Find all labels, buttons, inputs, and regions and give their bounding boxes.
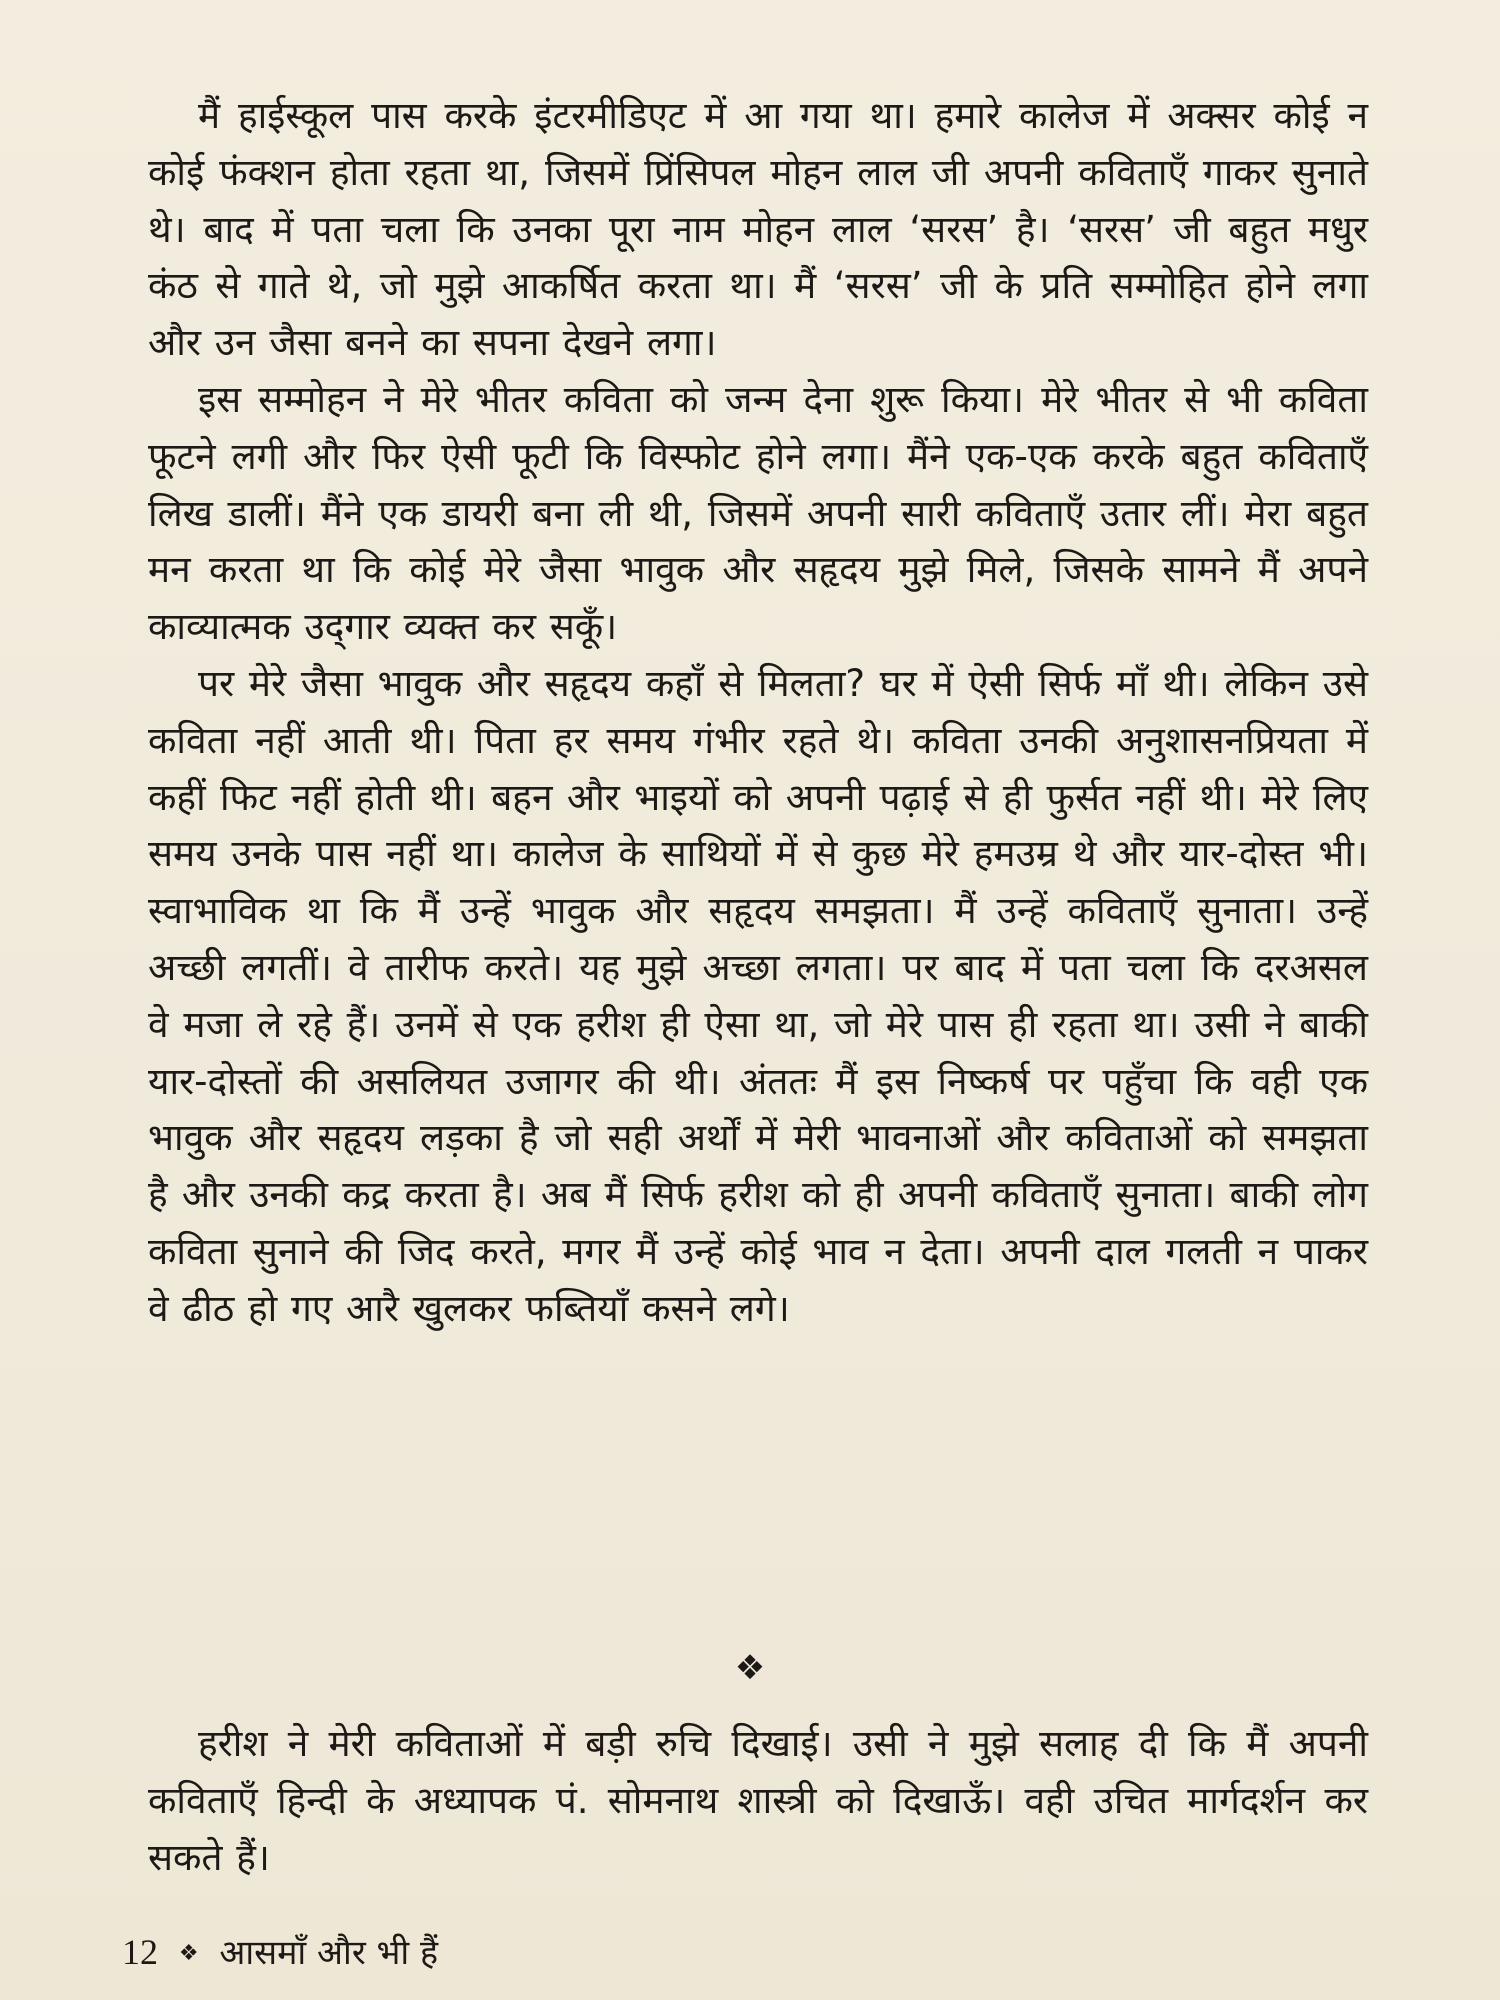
- section-divider-ornament: ❖: [734, 1648, 766, 1688]
- paragraph-3: पर मेरे जैसा भावुक और सहृदय कहाँ से मिलता? घर में ऐसी सिर्फ माँ थी। लेकिन उसे कविता नहीं आती थी। पिता हर समय गंभीर रहते थे। कविता उनकी अनुशासनप्रियता में कहीं फिट नहीं होती थी। बहन और भाइयों को अपनी पढ़ाई से ही फुर्सत नहीं थी। मेरे लिए समय उनके पास नहीं था। कालेज के साथियों में से कुछ मेरे हमउम्र थे और यार-दोस्त भी। स्वाभाविक था कि मैं उन्हें भावुक और सहृदय समझता। मैं उन्हें कविताएँ सुनाता। उन्हें अच्छी लगतीं। वे तारीफ करते। यह मुझे अच्छा लगता। पर बाद में पता चला कि दरअसल वे मजा ले रहे हैं। उनमें से एक हरीश ही ऐसा था, जो मेरे पास ही रहता था। उसी ने बाकी यार-दोस्तों की असलियत उजागर की थी। अंततः मैं इस निष्कर्ष पर पहुँचा कि वही एक भावुक और सहृदय लड़का है जो सही अर्थों में मेरी भावनाओं और कविताओं को समझता है और उनकी कद्र करता है। अब मैं सिर्फ हरीश को ही अपनी कविताएँ सुनाता। बाकी लोग कविता सुनाने की जिद करते, मगर मैं उन्हें कोई भाव न देता। अपनी दाल गलती न पाकर वे ढीठ हो गए आरै खुलकर फब्तियाँ कसने लगे।: [148, 661, 1368, 1330]
- page-number: 12: [122, 1932, 158, 1972]
- paragraph-4: हरीश ने मेरी कविताओं में बड़ी रुचि दिखाई। उसी ने मुझे सलाह दी कि मैं अपनी कविताएँ हिन्दी के अध्यापक पं. सोमनाथ शास्त्री को दिखाऊँ। वही उचित मार्गदर्शन कर सकते हैं।: [148, 1722, 1368, 1879]
- paragraph-2: इस सम्मोहन ने मेरे भीतर कविता को जन्म देना शुरू किया। मेरे भीतर से भी कविता फूटने लगी और फिर ऐसी फूटी कि विस्फोट होने लगा। मैंने एक-एक करके बहुत कविताएँ लिख डालीं। मैंने एक डायरी बना ली थी, जिसमें अपनी सारी कविताएँ उतार लीं। मेरा बहुत मन करता था कि कोई मेरे जैसा भावुक और सहृदय मुझे मिले, जिसके सामने मैं अपने काव्यात्मक उद्‌गार व्यक्त कर सकूँ।: [148, 377, 1368, 649]
- book-title: आसमाँ और भी हैं: [219, 1933, 439, 1973]
- page-footer: [122, 1932, 438, 1974]
- footer-ornament-icon: ❖: [178, 1941, 199, 1966]
- paragraph-1: मैं हाईस्कूल पास करके इंटरमीडिएट में आ गया था। हमारे कालेज में अक्सर कोई न कोई फंक्शन होता रहता था, जिसमें प्रिंसिपल मोहन लाल जी अपनी कविताएँ गाकर सुनाते थे। बाद में पता चला कि उनका पूरा नाम मोहन लाल ‘सरस’ है। ‘सरस’ जी बहुत मधुर कंठ से गाते थे, जो मुझे आकर्षित करता था। मैं ‘सरस’ जी के प्रति सम्मोहित होने लगा और उन जैसा बनने का सपना देखने लगा।: [148, 94, 1368, 365]
- body-text: [148, 88, 1368, 1338]
